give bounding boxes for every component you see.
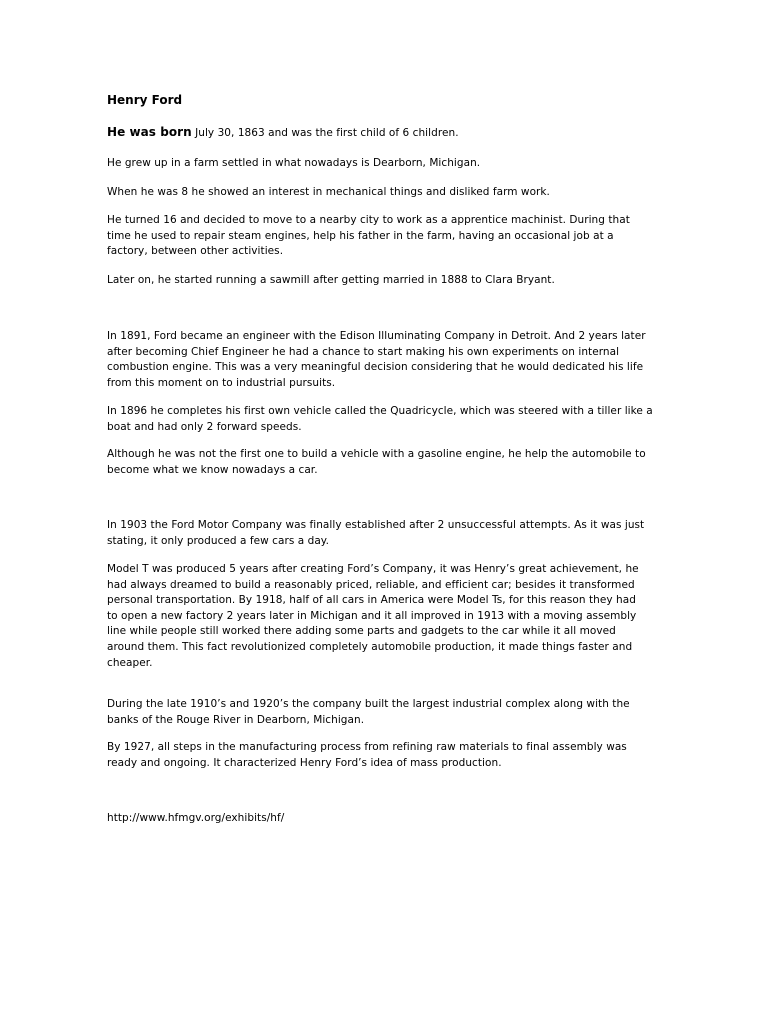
paragraph-sawmill: Later on, he started running a sawmill after getting married in 1888 to Clara Bryant.	[107, 274, 555, 286]
paragraph-ford-motor-company: In 1903 the Ford Motor Company was finally established after 2 unsuccessful attempts. As it was just stating, it only produced a few cars a day.	[107, 519, 645, 547]
paragraph-birth-lead: He was born	[107, 125, 192, 139]
paragraph-interest: When he was 8 he showed an interest in mechanical things and disliked farm work.	[107, 186, 550, 198]
document-title: Henry Ford	[107, 93, 183, 107]
paragraph-model-t: Model T was produced 5 years after creating Ford’s Company, it was Henry’s great achievement, he had always dreamed to build a reasonably priced, reliable, and efficient car; besides it transformed personal transportation. By 1918, half of all cars in America were Model Ts, for this reason they had to open a new factory 2 years later in Michigan and it all improved in 1913 with a moving assembly line while people still worked there adding some parts and gadgets to the car while it all moved around them. This fact revolutionized completely automobile production, it made things faster and cheaper.	[107, 563, 639, 669]
paragraph-rouge-river: During the late 1910’s and 1920’s the company built the largest industrial complex along with the banks of the Rouge River in Dearborn, Michigan.	[107, 698, 630, 726]
paragraph-gasoline: Although he was not the first one to build a vehicle with a gasoline engine, he help the automobile to become what we know nowadays a car.	[107, 448, 646, 476]
paragraph-birth-text: July 30, 1863 and was the first child of 6 children.	[191, 127, 459, 139]
paragraph-quadricycle: In 1896 he completes his first own vehicle called the Quadricycle, which was steered with a tiller like a boat and had only 2 forward speeds.	[107, 405, 653, 433]
source-link[interactable]: http://www.hfmgv.org/exhibits/hf/	[107, 812, 285, 824]
document-page	[107, 92, 667, 824]
paragraph-birth	[107, 125, 667, 142]
paragraph-edison: In 1891, Ford became an engineer with the Edison Illuminating Company in Detroit. And 2 years later after becoming Chief Engineer he had a chance to start making his own experiments on internal combustion engine. This was a very meaningful decision considering that he would dedicated his life from this moment on to industrial pursuits.	[107, 330, 646, 389]
paragraph-childhood: He grew up in a farm settled in what nowadays is Dearborn, Michigan.	[107, 157, 481, 169]
paragraph-apprentice: He turned 16 and decided to move to a nearby city to work as a apprentice machinist. During that time he used to repair steam engines, help his father in the farm, having an occasional job at a factory, between other activities.	[107, 214, 630, 258]
paragraph-mass-production: By 1927, all steps in the manufacturing process from refining raw materials to final assembly was ready and ongoing. It characterized Henry Ford’s idea of mass production.	[107, 741, 627, 769]
